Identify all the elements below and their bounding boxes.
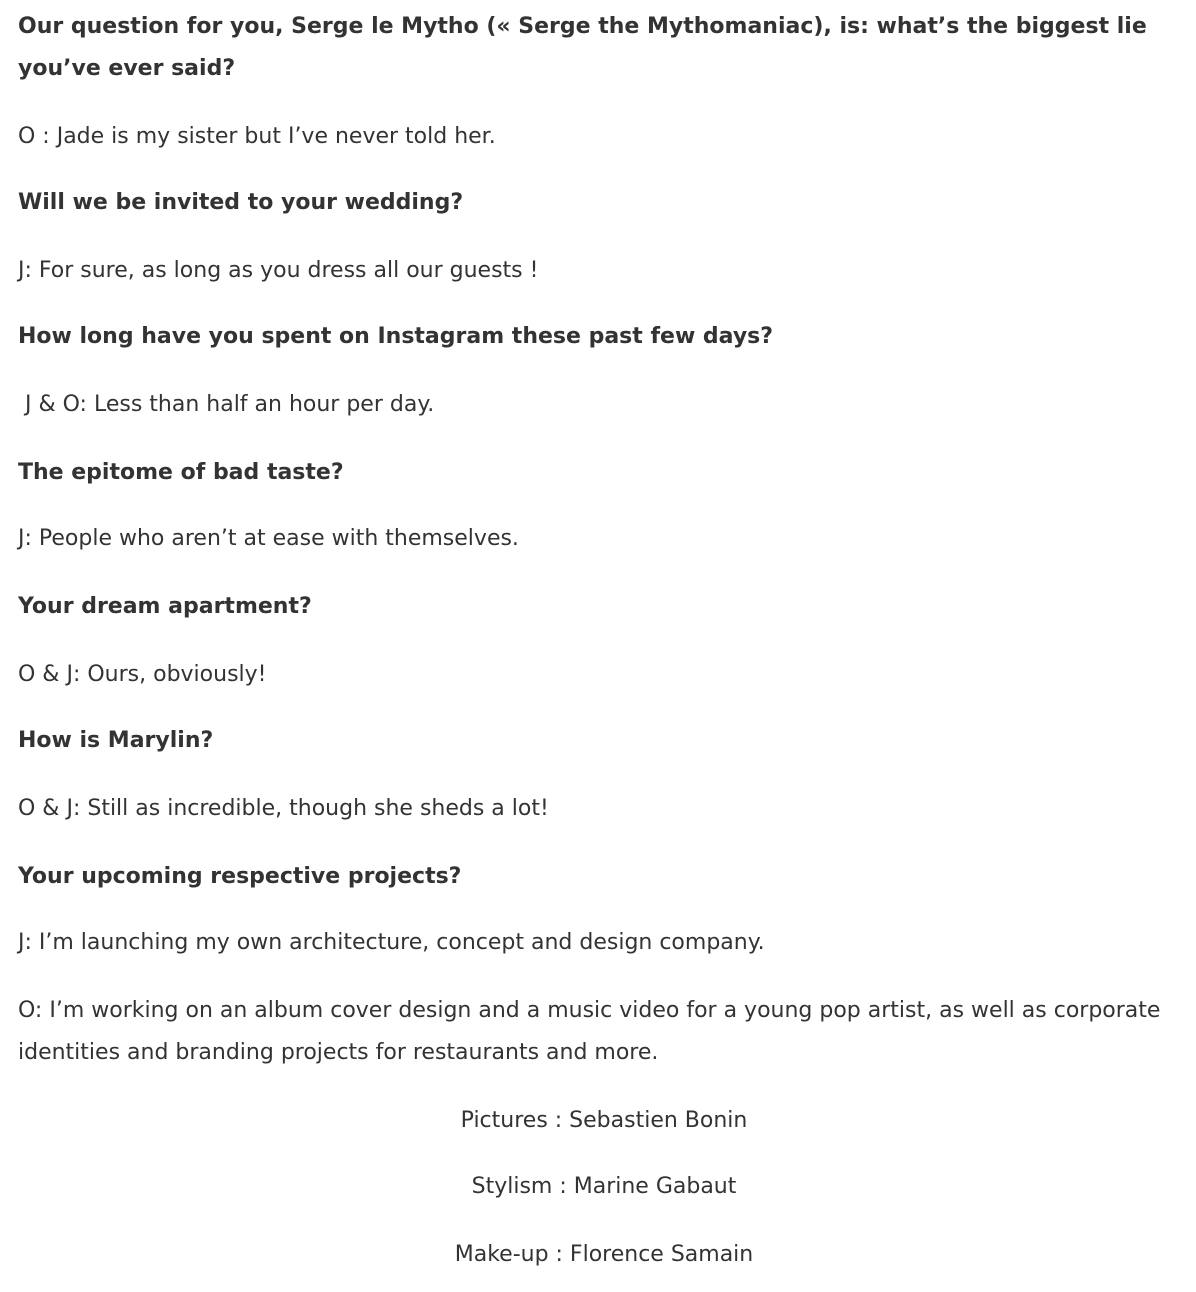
interview-question: The epitome of bad taste?	[18, 460, 344, 485]
credit-makeup: Make-up : Florence Samain	[454, 1242, 754, 1267]
interview-answer: O & J: Ours, obviously!	[18, 662, 267, 687]
interview-question: Our question for you, Serge le Mytho (« Serge the Mythomaniac), is: what’s the biggest lie you’ve ever said?	[18, 14, 1147, 81]
interview-answer: J: For sure, as long as you dress all our guests !	[18, 258, 539, 283]
interview-answer: J & O: Less than half an hour per day.	[18, 392, 435, 417]
interview-answer: O: I’m working on an album cover design and a music video for a young pop artist, as well as corporate identities and branding projects for restaurants and more.	[18, 998, 1161, 1065]
credit-photographer: Pictures : Sebastien Bonin	[460, 1108, 748, 1133]
interview-answer: O : Jade is my sister but I’ve never told her.	[18, 124, 496, 149]
interview-question: Will we be invited to your wedding?	[18, 190, 464, 215]
interview-question: How is Marylin?	[18, 728, 214, 753]
interview-question: How long have you spent on Instagram these past few days?	[18, 324, 774, 349]
interview-question: Your dream apartment?	[18, 594, 312, 619]
credit-stylist: Stylism : Marine Gabaut	[471, 1174, 737, 1199]
interview-answer: O & J: Still as incredible, though she sheds a lot!	[18, 796, 549, 821]
interview-answer: J: I’m launching my own architecture, concept and design company.	[18, 930, 765, 955]
interview-question: Your upcoming respective projects?	[18, 864, 462, 889]
interview-answer: J: People who aren’t at ease with themselves.	[18, 526, 519, 551]
